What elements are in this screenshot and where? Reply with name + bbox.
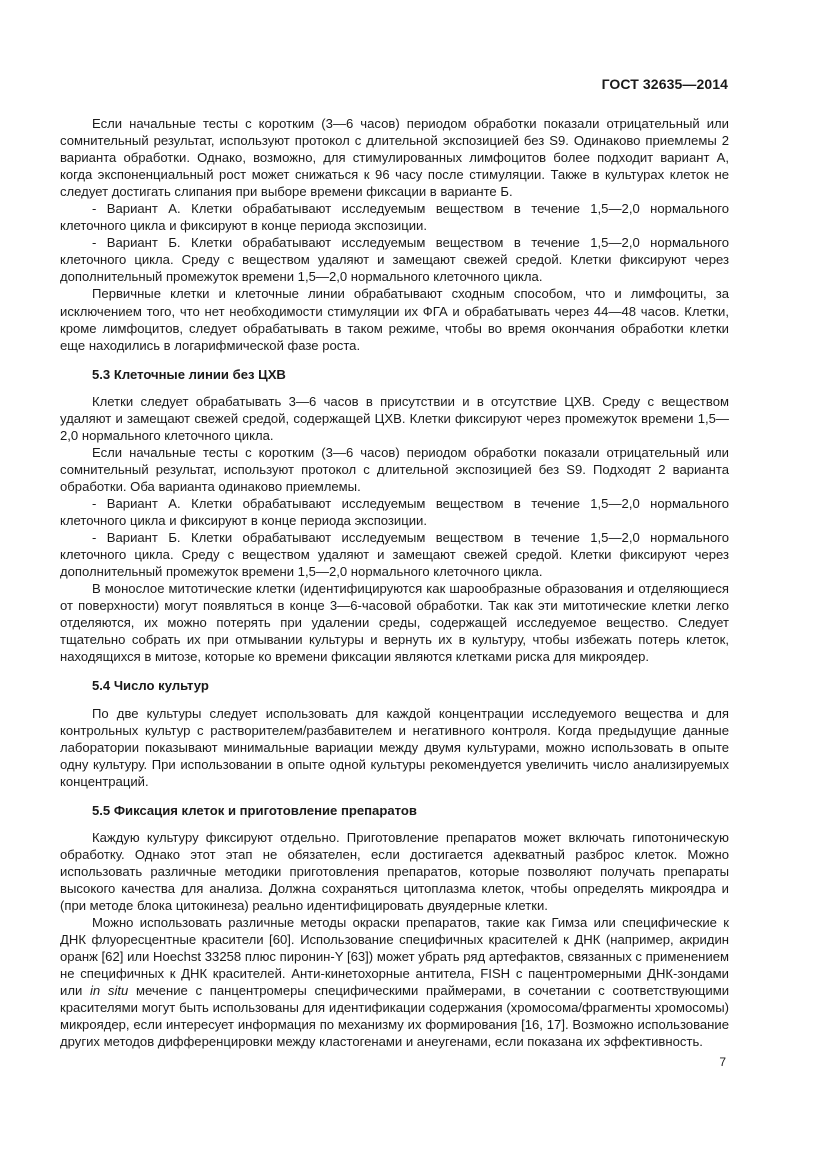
section-heading-5-5: 5.5 Фиксация клеток и приготовление препаратов [92,802,417,818]
section-heading-5-4: 5.4 Число культур [92,678,209,694]
italic-term: in situ [90,983,129,999]
paragraph: - Вариант А. Клетки обрабатывают исследуемым веществом в течение 1,5—2,0 нормального клеточного цикла и фиксируют в конце периода экспозиции. [60,495,729,529]
paragraph: - Вариант А. Клетки обрабатывают исследуемым веществом в течение 1,5—2,0 нормального клеточного цикла и фиксируют в конце периода экспозиции. [60,201,729,234]
paragraph-with-italic [60,914,729,1050]
paragraph: Каждую культуру фиксируют отдельно. Приготовление препаратов может включать гипотоническую обработку. Однако этот этап не обязателен, если достигается адекватный разброс клеток. Можно использовать различные методики приготовления препаратов, которые позволяют получать препараты высокого качества для анализа. Должна сохраняться цитоплазма клеток, чтобы определять микроядра и (при методе блока цитокинеза) реально идентифицировать двуядерные клетки. [60,829,729,913]
paragraph: В монослое митотические клетки (идентифицируются как шарообразные образования и отделяющиеся от поверхности) могут появляться в конце 3—6-часовой обработки. Так как эти митотические клетки легко отделяются, их можно потерять при удалении среды, содержащей исследуемое вещество. Следует тщательно собрать их при отмывании культуры и вернуть их в культуру, чтобы избежать потерь клеток, находящихся в митозе, которые ко времени фиксации являются клетками риска для микроядер. [60,581,729,665]
document-body [60,115,729,1050]
paragraph: - Вариант Б. Клетки обрабатывают исследуемым веществом в течение 1,5—2,0 нормального клеточного цикла. Среду с веществом удаляют и замещают свежей средой. Клетки фиксируют через дополнительный промежуток времени 1,5—2,0 нормального клеточного цикла. [60,530,729,580]
paragraph: Если начальные тесты с коротким (3—6 часов) периодом обработки показали отрицательный или сомнительный результат, используют протокол с длительной экспозицией без S9. Подходят 2 варианта обработки. Оба варианта одинаково приемлемы. [60,444,729,494]
text-run: мечение с панцентромеры специфическими праймерами, в сочетании с соответствующими красителями могут быть использованы для идентификации содержания (хромосома/фрагменты хромосомы) микроядер, если интересует информация по механизму их формирования [16, 17]. Возможно использование других методов дифференцировки между кластогенами и анеугенами, если показана их эффективность. [60,983,730,1050]
paragraph: - Вариант Б. Клетки обрабатывают исследуемым веществом в течение 1,5—2,0 нормального клеточного цикла. Среду с веществом удаляют и замещают свежей средой. Клетки фиксируют через дополнительный промежуток времени 1,5—2,0 нормального клеточного цикла. [60,235,729,285]
paragraph: Первичные клетки и клеточные линии обрабатывают сходным способом, что и лимфоциты, за исключением того, что нет необходимости стимуляции их ФГА и обрабатывать через 44—48 часов. Клетки, кроме лимфоцитов, следует обрабатывать в таком режиме, чтобы во время окончания обработки клетки еще находились в логарифмической фазе роста. [60,286,729,353]
paragraph: Клетки следует обрабатывать 3—6 часов в присутствии и в отсутствие ЦХВ. Среду с веществом удаляют и замещают свежей средой, содержащей ЦХВ. Клетки фиксируют через промежуток времени 1,5—2,0 нормального клеточного цикла. [60,393,729,443]
paragraph: По две культуры следует использовать для каждой концентрации исследуемого вещества и для контрольных культур с растворителем/разбавителем и негативного контроля. Когда предыдущие данные лаборатории показывают минимальные вариации между двумя культурами, можно использовать в опыте одну культуру. При использовании в опыте одной культуры рекомендуется увеличить число анализируемых концентраций. [60,705,729,789]
paragraph: Если начальные тесты с коротким (3—6 часов) периодом обработки показали отрицательный или сомнительный результат, используют протокол с длительной экспозицией без S9. Одинаково приемлемы 2 варианта обработки. Однако, возможно, для стимулированных лимфоцитов более подходит вариант А, когда экспоненциальный рост может снижаться к 96 часу после стимуляции. Также в культурах клеток не следует достигать слипания при выборе времени фиксации в варианте Б. [60,116,729,200]
section-heading-5-3: 5.3 Клеточные линии без ЦХВ [92,366,286,382]
standard-header: ГОСТ 32635—2014 [601,76,728,92]
text-run: Можно использовать различные методы окраски препаратов, такие как Гимза или специфические к ДНК флуоресцентные красители [60]. Использование специфичных красителей к ДНК (например, акридин оранж [62] или Hoechst 33258 плюс пиронин-Y [63]) может убрать ряд артефактов, связанных с применением не специфичных к ДНК красителей. Анти-кинетохорные антитела, FISH с пацентромерными ДНК-зондами или [60,915,729,999]
page-number: 7 [719,1055,726,1069]
